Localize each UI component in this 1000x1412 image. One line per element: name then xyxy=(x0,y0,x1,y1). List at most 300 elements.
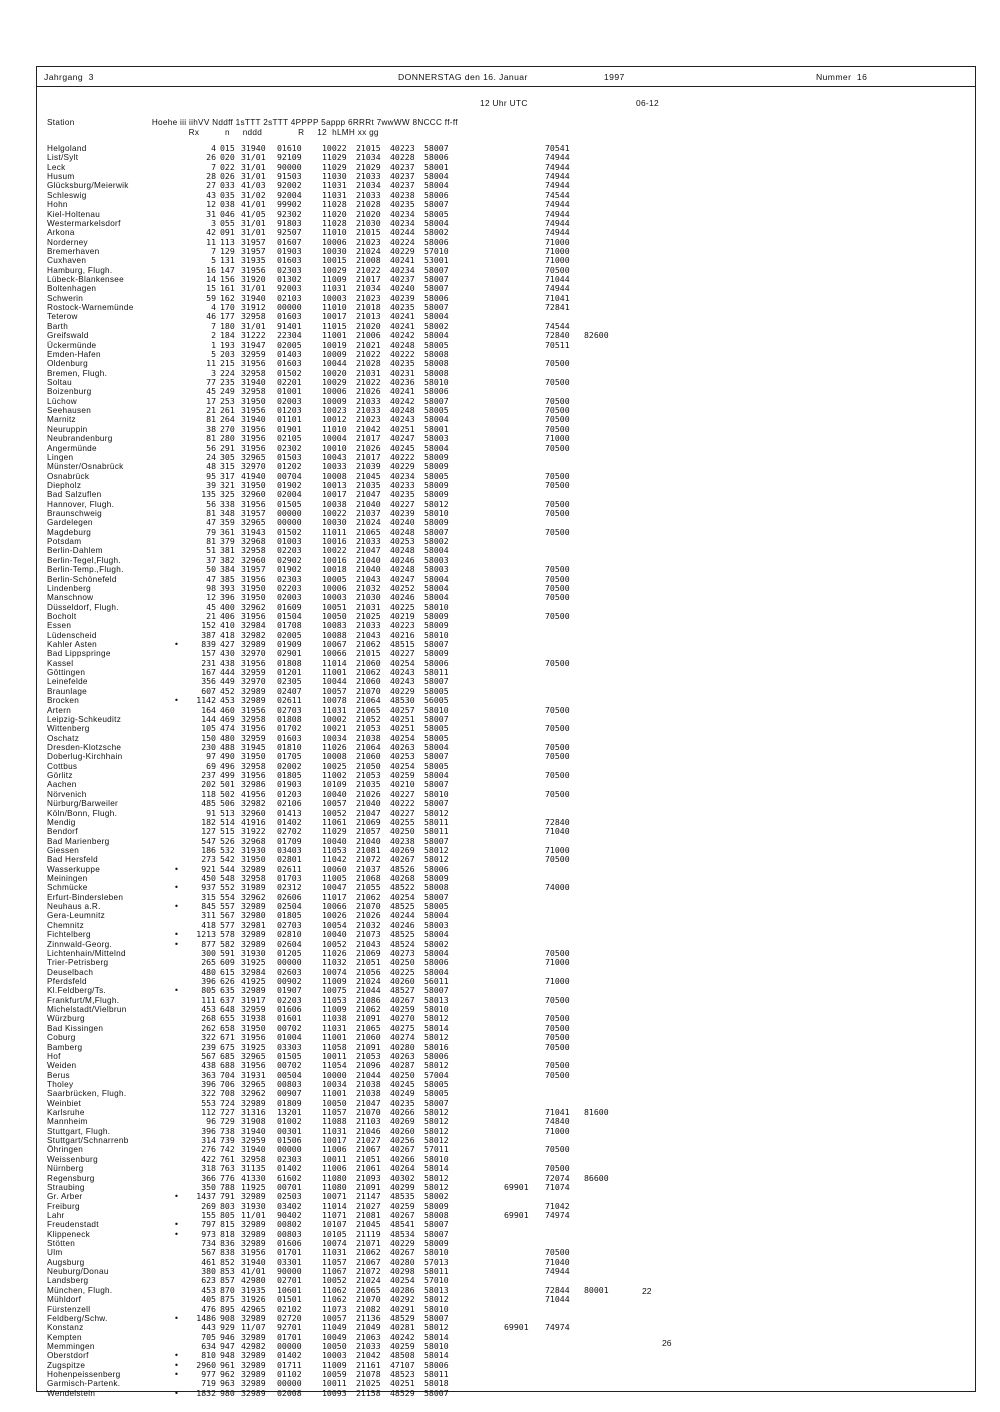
cell-p: 40223 xyxy=(390,620,415,631)
cell-dd: 02008 xyxy=(277,1387,302,1398)
cell-p: 40273 xyxy=(390,947,415,958)
cell-i: 637 xyxy=(220,994,235,1005)
cell-i: 438 xyxy=(220,657,235,668)
cell-i: 875 xyxy=(220,1294,235,1305)
table-row xyxy=(0,677,1000,686)
cell-p: 40249 xyxy=(390,1088,415,1099)
cell-name: Oschatz xyxy=(47,733,80,743)
cell-s1: 10003 xyxy=(322,292,347,303)
table-row xyxy=(0,1043,1000,1052)
cell-n: 70500 xyxy=(545,405,570,416)
cell-name: Garmisch-Partenk. xyxy=(47,1379,121,1389)
cell-h: 921 xyxy=(201,863,216,874)
cell-a: 58003 xyxy=(424,919,449,930)
cell-n: 74944 xyxy=(545,171,570,182)
cell-s2: 21021 xyxy=(356,339,381,350)
cell-s1: 11014 xyxy=(322,1200,347,1211)
table-row xyxy=(0,621,1000,630)
cell-dd: 01808 xyxy=(277,657,302,668)
cell-name: Feldberg/Schw. xyxy=(47,1313,108,1323)
cell-h: 734 xyxy=(201,1238,216,1249)
cell-i: 131 xyxy=(220,255,235,266)
cell-name: Landsberg xyxy=(47,1276,89,1286)
cell-name: Brocken xyxy=(47,696,80,706)
cell-i: 526 xyxy=(220,835,235,846)
cell-p: 40235 xyxy=(390,199,415,210)
cell-vv: 32982 xyxy=(241,798,266,809)
cell-n: 71000 xyxy=(545,975,570,986)
cell-p: 40280 xyxy=(390,1041,415,1052)
cell-vv: 31950 xyxy=(241,582,266,593)
cell-s2: 21017 xyxy=(356,274,381,285)
cell-vv: 32960 xyxy=(241,554,266,565)
cell-i: 156 xyxy=(220,274,235,285)
cell-h: 182 xyxy=(201,816,216,827)
cell-p: 48525 xyxy=(390,901,415,912)
cell-s1: 10040 xyxy=(322,929,347,940)
cell-h: 322 xyxy=(201,1088,216,1099)
cell-p: 40256 xyxy=(390,1135,415,1146)
cell-a: 58016 xyxy=(424,1041,449,1052)
cell-vv: 31956 xyxy=(241,704,266,715)
cell-s2: 21022 xyxy=(356,264,381,275)
cell-p: 40250 xyxy=(390,1069,415,1080)
cell-vv: 32958 xyxy=(241,367,266,378)
cell-i: 514 xyxy=(220,816,235,827)
cell-p: 48534 xyxy=(390,1228,415,1239)
cell-h: 315 xyxy=(201,891,216,902)
cell-dd: 01002 xyxy=(277,1116,302,1127)
cell-p: 40234 xyxy=(390,470,415,481)
cell-p: 40235 xyxy=(390,358,415,369)
cell-s2: 21027 xyxy=(356,1135,381,1146)
cell-a: 58005 xyxy=(424,901,449,912)
cell-p: 40237 xyxy=(390,171,415,182)
cell-p: 40252 xyxy=(390,582,415,593)
cell-s1: 11029 xyxy=(322,826,347,837)
cell-name: Husum xyxy=(47,172,75,182)
cell-n: 70500 xyxy=(545,376,570,387)
cell-p: 40241 xyxy=(390,386,415,397)
cell-w: 69901 xyxy=(504,1322,529,1333)
cell-s2: 21033 xyxy=(356,1341,381,1351)
cell-dd: 01607 xyxy=(277,236,302,247)
cell-vv: 32989 xyxy=(241,938,266,949)
cell-a: 58004 xyxy=(424,770,449,781)
cell-vv: 32962 xyxy=(241,1088,266,1099)
cell-a: 58007 xyxy=(424,283,449,294)
cell-h: 318 xyxy=(201,1163,216,1174)
cell-a: 58007 xyxy=(424,751,449,762)
table-row xyxy=(0,1351,1000,1360)
cell-h: 553 xyxy=(201,1097,216,1108)
cell-name: Bad Kissingen xyxy=(47,1023,104,1033)
cell-vv: 41956 xyxy=(241,788,266,799)
cell-h: 202 xyxy=(201,779,216,790)
cell-name: Freiburg xyxy=(47,1201,80,1211)
table-row xyxy=(0,1192,1000,1201)
cell-dd: 02810 xyxy=(277,929,302,940)
cell-dd: 92507 xyxy=(277,227,302,238)
cell-i: 761 xyxy=(220,1153,235,1164)
cell-dd: 02303 xyxy=(277,1153,302,1164)
cell-h: 12 xyxy=(206,592,216,603)
cell-h: 350 xyxy=(201,1181,216,1192)
cell-s2: 21006 xyxy=(356,330,381,341)
cell-vv: 31947 xyxy=(241,339,266,350)
cell-dd: 02305 xyxy=(277,676,302,687)
cell-h: 50 xyxy=(206,564,216,575)
cell-i: 548 xyxy=(220,873,235,884)
cell-p: 40244 xyxy=(390,227,415,238)
table-row xyxy=(0,1286,1000,1295)
cell-s2: 21158 xyxy=(356,1387,381,1398)
cell-s2: 21067 xyxy=(356,1144,381,1155)
cell-dd: 92004 xyxy=(277,189,302,200)
cell-name: Pferdsfeld xyxy=(47,976,87,986)
cell-name: Hohenpeissenberg xyxy=(47,1370,121,1380)
cell-vv: 31956 xyxy=(241,442,266,453)
cell-a: 58011 xyxy=(424,667,449,678)
cell-vv: 42980 xyxy=(241,1275,266,1286)
table-row xyxy=(0,724,1000,733)
cell-p: 40241 xyxy=(390,320,415,331)
cell-name: Ückermünde xyxy=(47,340,97,350)
cell-p: 40210 xyxy=(390,779,415,790)
cell-s2: 21061 xyxy=(356,1163,381,1174)
cell-s2: 21037 xyxy=(356,508,381,519)
cell-s1: 11015 xyxy=(322,320,347,331)
cell-h: 91 xyxy=(206,807,216,818)
cell-h: 45 xyxy=(206,601,216,612)
cell-vv: 32962 xyxy=(241,891,266,902)
cell-p: 40238 xyxy=(390,189,415,200)
cell-s2: 21060 xyxy=(356,1032,381,1043)
cell-name: Seehausen xyxy=(47,406,92,416)
cell-vv: 32989 xyxy=(241,1191,266,1202)
cell-name: Norderney xyxy=(47,237,88,247)
cell-vv: 32989 xyxy=(241,639,266,650)
cell-i: 738 xyxy=(220,1125,235,1136)
table-row xyxy=(0,537,1000,546)
cell-a: 58004 xyxy=(424,573,449,584)
cell-s2: 21053 xyxy=(356,770,381,781)
cell-s2: 21071 xyxy=(356,1238,381,1249)
table-row xyxy=(0,378,1000,387)
cell-s2: 21025 xyxy=(356,610,381,621)
cell-i: 582 xyxy=(220,938,235,949)
cell-i: 626 xyxy=(220,975,235,986)
cell-dd: 22304 xyxy=(277,330,302,341)
cell-h: 230 xyxy=(201,742,216,752)
cell-vv: 41/01 xyxy=(241,1266,266,1277)
cell-dd: 02003 xyxy=(277,395,302,406)
table-row xyxy=(0,855,1000,864)
cell-dd: 00902 xyxy=(277,975,302,986)
cell-vv: 32981 xyxy=(241,919,266,930)
cell-s1: 10074 xyxy=(322,966,347,977)
cell-name: Glücksburg/Meierwik xyxy=(47,181,129,191)
cell-name: Braunlage xyxy=(47,686,88,696)
cell-s1: 11073 xyxy=(322,1303,347,1314)
cell-n: 70500 xyxy=(545,994,570,1005)
cell-a: 58012 xyxy=(424,1125,449,1136)
cell-dd: 01501 xyxy=(277,1294,302,1305)
table-row xyxy=(0,593,1000,602)
cell-p: 40254 xyxy=(390,1275,415,1286)
cell-dd: 00803 xyxy=(277,1078,302,1089)
cell-dd: 00000 xyxy=(277,302,302,313)
cell-dd: 01003 xyxy=(277,536,302,547)
cell-dd: 91503 xyxy=(277,171,302,182)
cell-i: 035 xyxy=(220,189,235,200)
cell-vv: 31940 xyxy=(241,143,266,153)
cell-a: 58005 xyxy=(424,732,449,743)
cell-h: 396 xyxy=(201,1078,216,1089)
cell-name: Kiel-Holtenau xyxy=(47,209,101,219)
cell-h: 21 xyxy=(206,405,216,416)
cell-i: 961 xyxy=(220,1359,235,1370)
cell-p: 40244 xyxy=(390,910,415,921)
cell-s1: 10011 xyxy=(322,1153,347,1164)
cell-s1: 11009 xyxy=(322,1359,347,1370)
cell-a: 58004 xyxy=(424,330,449,341)
cell-i: 946 xyxy=(220,1331,235,1342)
cell-i: 908 xyxy=(220,1312,235,1323)
cell-s1: 11031 xyxy=(322,1022,347,1033)
cell-h: 3 xyxy=(211,217,216,228)
cell-name: Wasserkuppe xyxy=(47,864,101,874)
cell-star: • xyxy=(174,695,179,706)
cell-name: Ulm xyxy=(47,1248,63,1258)
cell-s2: 21015 xyxy=(356,227,381,238)
cell-i: 270 xyxy=(220,423,235,434)
table-row xyxy=(0,453,1000,462)
cell-a: 58007 xyxy=(424,676,449,687)
cell-h: 28 xyxy=(206,171,216,182)
cell-n: 71040 xyxy=(545,1256,570,1267)
cell-s2: 21038 xyxy=(356,1088,381,1099)
cell-vv: 32989 xyxy=(241,695,266,706)
cell-s1: 10013 xyxy=(322,479,347,490)
cell-i: 261 xyxy=(220,405,235,416)
table-row xyxy=(0,1099,1000,1108)
cell-p: 40259 xyxy=(390,770,415,781)
cell-i: 857 xyxy=(220,1275,235,1286)
cell-s1: 10006 xyxy=(322,582,347,593)
cell-h: 567 xyxy=(201,1050,216,1061)
table-row xyxy=(0,1267,1000,1276)
cell-a: 58014 xyxy=(424,1350,449,1361)
cell-i: 480 xyxy=(220,732,235,743)
cell-n: 70500 xyxy=(545,1041,570,1052)
cell-s1: 10000 xyxy=(322,1069,347,1080)
cell-s1: 11053 xyxy=(322,844,347,855)
cell-a: 58006 xyxy=(424,189,449,200)
table-row xyxy=(0,434,1000,443)
cell-dd: 02005 xyxy=(277,339,302,350)
cell-a: 58018 xyxy=(424,1378,449,1389)
cell-name: Barth xyxy=(47,321,69,331)
cell-a: 58009 xyxy=(424,489,449,500)
cell-s1: 10018 xyxy=(322,564,347,575)
cell-s2: 21070 xyxy=(356,1294,381,1305)
cell-name: Westermarkelsdorf xyxy=(47,218,121,228)
cell-name: Weinbiet xyxy=(47,1098,82,1108)
cell-n: 70500 xyxy=(545,423,570,434)
cell-i: 554 xyxy=(220,891,235,902)
cell-h: 5 xyxy=(211,348,216,359)
cell-h: 237 xyxy=(201,770,216,781)
table-row xyxy=(0,827,1000,836)
cell-s1: 10003 xyxy=(322,592,347,603)
cell-vv: 11/01 xyxy=(241,1209,266,1220)
cell-a: 58005 xyxy=(424,685,449,696)
cell-i: 400 xyxy=(220,601,235,612)
cell-p: 40267 xyxy=(390,1247,415,1258)
cell-h: 1832 xyxy=(196,1387,216,1398)
cell-p: 40246 xyxy=(390,919,415,930)
cell-h: 356 xyxy=(201,676,216,687)
margin-note-b: 26 xyxy=(662,1338,672,1348)
cell-p: 40298 xyxy=(390,1266,415,1277)
table-row xyxy=(0,977,1000,986)
cell-p: 40243 xyxy=(390,414,415,425)
cell-s2: 21091 xyxy=(356,1041,381,1052)
cell-s1: 10012 xyxy=(322,414,347,425)
cell-x: 81600 xyxy=(584,1107,609,1118)
cell-h: 7 xyxy=(211,161,216,172)
cell-a: 58007 xyxy=(424,1228,449,1239)
cell-vv: 32989 xyxy=(241,1331,266,1342)
cell-n: 71041 xyxy=(545,292,570,303)
cell-vv: 32962 xyxy=(241,601,266,612)
cell-p: 40235 xyxy=(390,1097,415,1108)
volume-label: Jahrgang 3 xyxy=(44,72,94,82)
cell-s1: 10017 xyxy=(322,1135,347,1146)
cell-a: 58005 xyxy=(424,723,449,734)
cell-s1: 10029 xyxy=(322,264,347,275)
cell-dd: 00802 xyxy=(277,1219,302,1230)
table-row xyxy=(0,696,1000,705)
cell-s2: 21034 xyxy=(356,283,381,294)
cell-s2: 21103 xyxy=(356,1116,381,1127)
cell-i: 162 xyxy=(220,292,235,303)
cell-dd: 00803 xyxy=(277,1228,302,1239)
cell-a: 56011 xyxy=(424,975,449,986)
table-row xyxy=(0,509,1000,518)
cell-i: 381 xyxy=(220,545,235,556)
cell-h: 805 xyxy=(201,985,216,996)
cell-i: 962 xyxy=(220,1369,235,1380)
cell-vv: 11925 xyxy=(241,1181,266,1192)
cell-dd: 92109 xyxy=(277,152,302,163)
cell-s2: 21070 xyxy=(356,1107,381,1118)
cell-s2: 21015 xyxy=(356,143,381,153)
cell-a: 58011 xyxy=(424,1266,449,1277)
cell-p: 40250 xyxy=(390,826,415,837)
cell-vv: 31956 xyxy=(241,723,266,734)
cell-n: 70500 xyxy=(545,1247,570,1258)
cell-i: 609 xyxy=(220,957,235,968)
cell-s2: 21062 xyxy=(356,1004,381,1015)
table-row xyxy=(0,874,1000,883)
cell-dd: 01903 xyxy=(277,245,302,256)
cell-a: 58009 xyxy=(424,479,449,490)
table-row xyxy=(0,1164,1000,1173)
table-row xyxy=(0,930,1000,939)
cell-a: 58008 xyxy=(424,358,449,369)
cell-s1: 10022 xyxy=(322,545,347,556)
cell-p: 40291 xyxy=(390,1303,415,1314)
cell-star: • xyxy=(174,1387,179,1398)
cell-s1: 11080 xyxy=(322,1172,347,1183)
cell-dd: 92002 xyxy=(277,180,302,191)
cell-dd: 02303 xyxy=(277,573,302,584)
cell-vv: 31935 xyxy=(241,1284,266,1295)
cell-s1: 10105 xyxy=(322,1228,347,1239)
cell-n: 70500 xyxy=(545,573,570,584)
cell-h: 461 xyxy=(201,1256,216,1267)
cell-n: 70500 xyxy=(545,358,570,369)
table-row xyxy=(0,1127,1000,1136)
cell-s2: 21024 xyxy=(356,1275,381,1286)
cell-p: 40233 xyxy=(390,479,415,490)
table-row xyxy=(0,940,1000,949)
table-row xyxy=(0,752,1000,761)
cell-n: 70500 xyxy=(545,770,570,781)
cell-s2: 21091 xyxy=(356,1013,381,1024)
table-row xyxy=(0,715,1000,724)
cell-a: 58007 xyxy=(424,891,449,902)
cell-h: 300 xyxy=(201,947,216,958)
table-row xyxy=(0,266,1000,275)
cell-vv: 31956 xyxy=(241,573,266,584)
cell-name: Tholey xyxy=(47,1079,74,1089)
cell-s2: 21033 xyxy=(356,171,381,182)
cell-i: 406 xyxy=(220,610,235,621)
cell-h: 77 xyxy=(206,376,216,387)
cell-a: 58004 xyxy=(424,311,449,322)
cell-n: 70500 xyxy=(545,704,570,715)
cell-dd: 03301 xyxy=(277,1256,302,1267)
cell-dd: 91803 xyxy=(277,217,302,228)
cell-n: 70500 xyxy=(545,1069,570,1080)
table-row xyxy=(0,425,1000,434)
cell-s1: 11032 xyxy=(322,957,347,968)
cell-s2: 21027 xyxy=(356,1200,381,1211)
cell-name: Lingen xyxy=(47,452,74,462)
cell-n: 71044 xyxy=(545,1294,570,1305)
cell-vv: 31956 xyxy=(241,405,266,416)
cell-s2: 21046 xyxy=(356,1125,381,1136)
cell-s1: 10008 xyxy=(322,751,347,762)
cell-i: 501 xyxy=(220,779,235,790)
cell-h: 422 xyxy=(201,1153,216,1164)
cell-n: 70500 xyxy=(545,582,570,593)
table-row xyxy=(0,771,1000,780)
table-row xyxy=(0,837,1000,846)
cell-name: Angermünde xyxy=(47,443,97,453)
cell-i: 557 xyxy=(220,901,235,912)
cell-dd: 03403 xyxy=(277,844,302,855)
cell-h: 273 xyxy=(201,854,216,865)
cell-vv: 31950 xyxy=(241,751,266,762)
cell-name: Aachen xyxy=(47,780,77,790)
cell-name: Klippeneck xyxy=(47,1229,91,1239)
cell-p: 40269 xyxy=(390,1116,415,1127)
cell-vv: 32959 xyxy=(241,732,266,743)
